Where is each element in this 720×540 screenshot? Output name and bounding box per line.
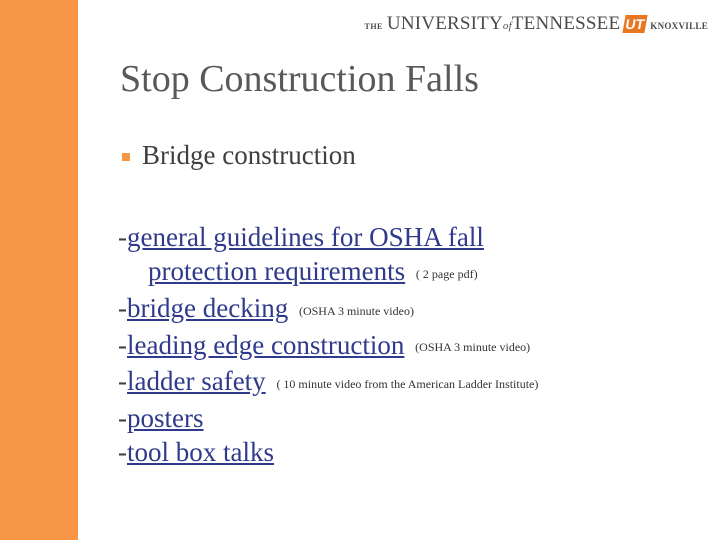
link-posters[interactable]: posters [127,403,204,434]
dash: - [118,222,127,252]
list-item [118,435,708,469]
link-leading-edge[interactable]: leading edge construction [127,329,405,360]
dash: - [118,292,127,323]
list-item [118,328,708,365]
link-bridge-decking[interactable]: bridge decking [127,292,289,323]
logo-knoxville: KNOXVILLE [650,21,708,31]
university-logo [365,14,709,33]
note: ( 10 minute video from the American Ladder Institute) [276,377,539,392]
logo-university: UNIVERSITYofTENNESSEE [386,13,621,34]
ut-logo-icon: UT [624,16,647,32]
resource-list [118,220,708,469]
list-item [118,401,708,435]
list-item-continuation [118,254,708,291]
link-protection-requirements[interactable]: protection requirements [148,256,406,286]
note: (OSHA 3 minute video) [298,303,414,318]
note: (OSHA 3 minute video) [415,340,531,355]
list-item [118,220,708,254]
link-tool-box-talks[interactable]: tool box talks [127,437,274,468]
bullet-text: Bridge construction [142,140,356,170]
list-item [118,364,708,401]
bullet-item [122,140,356,171]
left-accent-bar [0,0,78,540]
link-ladder-safety[interactable]: ladder safety [127,366,266,397]
logo-the: THE [364,22,383,31]
dash: - [118,366,127,397]
link-general-guidelines[interactable]: general guidelines for OSHA fall [127,222,484,252]
dash: - [118,437,127,468]
dash: - [118,403,127,434]
slide-title: Stop Construction Falls [120,58,479,100]
list-item [118,291,708,328]
note: ( 2 page pdf) [415,266,478,281]
bullet-square-icon [122,153,130,161]
dash: - [118,329,127,360]
